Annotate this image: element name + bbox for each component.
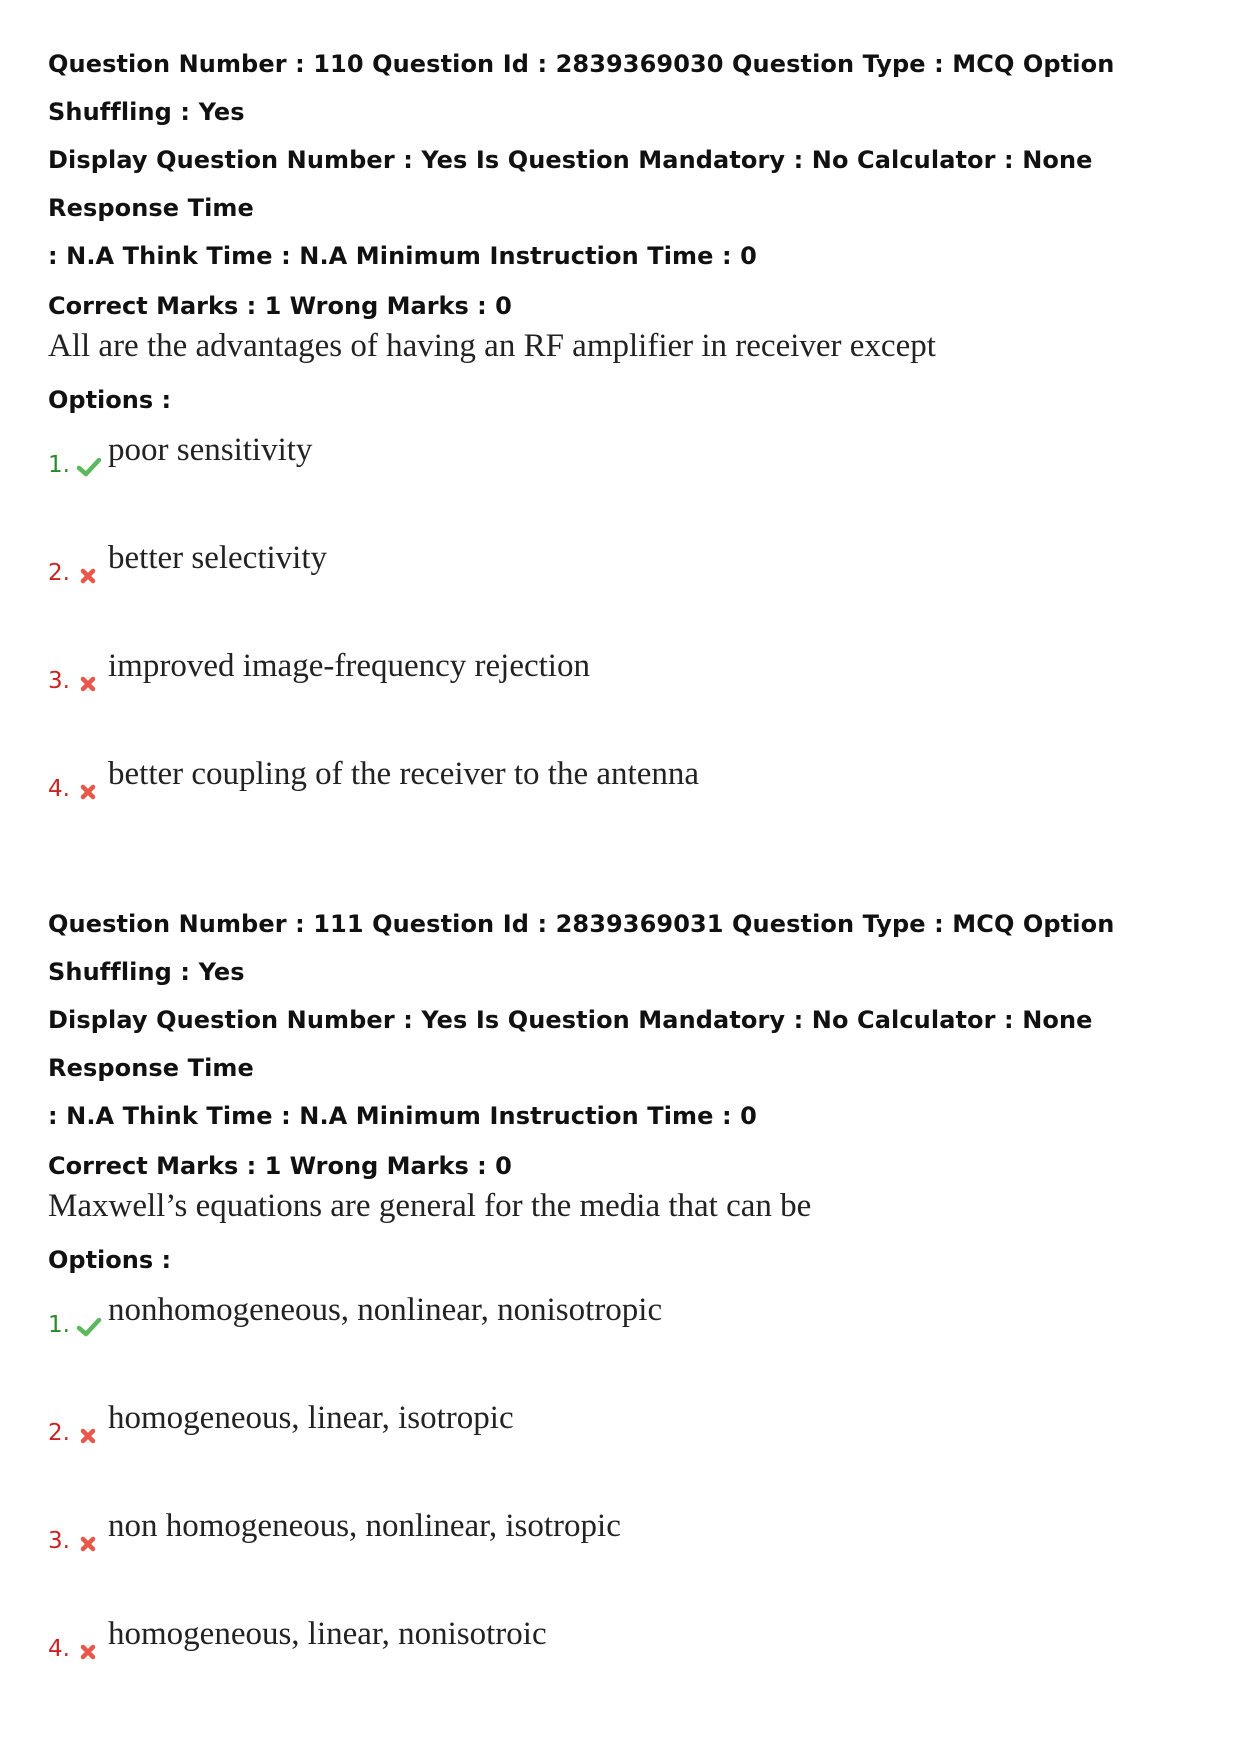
option-item: [48, 430, 1148, 490]
options-label: Options :: [48, 386, 172, 414]
question-meta-line: Display Question Number : Yes Is Question Mandatory : No Calculator : None Response Time: [48, 146, 1093, 222]
option-item: [48, 646, 1148, 706]
option-text: homogeneous, linear, nonisotroic: [108, 1616, 547, 1652]
option-text: poor sensitivity: [108, 432, 313, 468]
option-text: improved image-frequency rejection: [108, 648, 590, 684]
option-number: 1.: [48, 1312, 70, 1338]
option-number: 4.: [48, 776, 70, 802]
check-icon: [76, 1314, 102, 1340]
option-text: better coupling of the receiver to the antenna: [108, 756, 699, 792]
option-item: [48, 1290, 1148, 1350]
cross-icon: [76, 778, 102, 804]
question-block: [48, 40, 1208, 896]
question-stem: Maxwell’s equations are general for the media that can be: [48, 1188, 812, 1224]
option-number: 2.: [48, 1420, 70, 1446]
option-item: [48, 1506, 1148, 1566]
option-number: 3.: [48, 668, 70, 694]
cross-icon: [76, 670, 102, 696]
option-item: [48, 1398, 1148, 1458]
option-item: [48, 754, 1148, 814]
cross-icon: [76, 562, 102, 588]
option-text: nonhomogeneous, nonlinear, nonisotropic: [108, 1292, 663, 1328]
question-meta-line: Question Number : 110 Question Id : 2839369030 Question Type : MCQ Option Shuffling : Yes: [48, 50, 1115, 126]
check-icon: [76, 454, 102, 480]
option-text: homogeneous, linear, isotropic: [108, 1400, 514, 1436]
question-block: [48, 900, 1208, 1756]
question-meta-line: : N.A Think Time : N.A Minimum Instruction Time : 0: [48, 242, 757, 270]
option-number: 3.: [48, 1528, 70, 1554]
option-text: non homogeneous, nonlinear, isotropic: [108, 1508, 621, 1544]
question-meta-line: Question Number : 111 Question Id : 2839369031 Question Type : MCQ Option Shuffling : Yes: [48, 910, 1115, 986]
marks-line: Correct Marks : 1 Wrong Marks : 0: [48, 292, 512, 320]
question-meta-line: Display Question Number : Yes Is Question Mandatory : No Calculator : None Response Time: [48, 1006, 1093, 1082]
option-item: [48, 1614, 1148, 1674]
option-number: 1.: [48, 452, 70, 478]
option-number: 2.: [48, 560, 70, 586]
options-list: [48, 1276, 1208, 1756]
marks-line: Correct Marks : 1 Wrong Marks : 0: [48, 1152, 512, 1180]
question-meta-line: : N.A Think Time : N.A Minimum Instruction Time : 0: [48, 1102, 757, 1130]
cross-icon: [76, 1530, 102, 1556]
option-text: better selectivity: [108, 540, 327, 576]
question-stem: All are the advantages of having an RF amplifier in receiver except: [48, 328, 936, 364]
option-number: 4.: [48, 1636, 70, 1662]
option-item: [48, 538, 1148, 598]
cross-icon: [76, 1422, 102, 1448]
options-list: [48, 416, 1208, 896]
options-label: Options :: [48, 1246, 172, 1274]
cross-icon: [76, 1638, 102, 1664]
